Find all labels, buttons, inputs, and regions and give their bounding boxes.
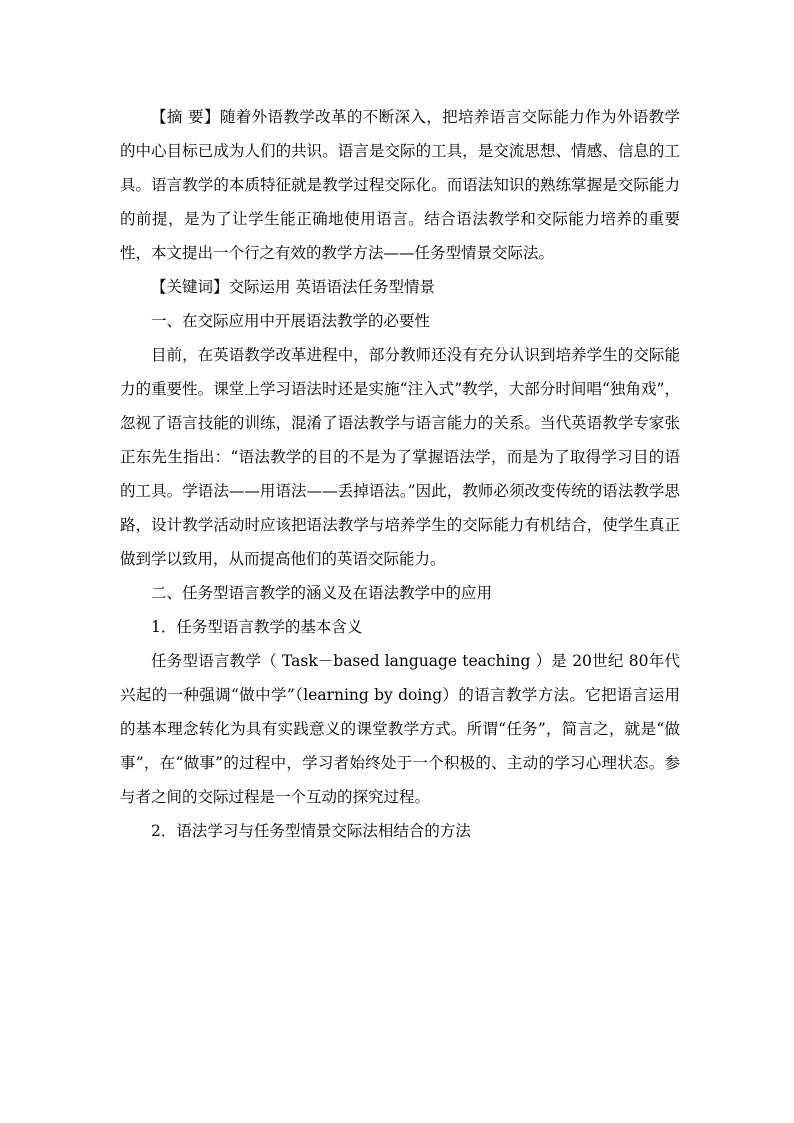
section-heading: 二、任务型语言教学的涵义及在语法教学中的应用 <box>151 584 493 602</box>
abstract-text: 随着外语教学改革的不断深入，把培养语言交际能力作为外语教学的中心目标已成为人们的共识。语言是交际的工具，是交流思想、情感、信息的工具。语言教学的本质特征就是教学过程交际化。而语法知识的熟练掌握是交际能力的前提，是为了让学生能正确地使用语言。结合语法教学和交际能力培养的重要性，本文提出一个行之有效的教学方法——任务型情景交际法。 <box>120 108 680 262</box>
body-paragraph: 任务型语言教学（ Task－based language teaching ）是 20世纪 80年代兴起的一种强调“做中学”（learning by doing）的语言教学方法。它把语言运用的基本理念转化为具有实践意义的课堂教学方式。所谓“任务”，简言之，就是“做事”，在“做事”的过程中，学习者始终处于一个积极的、主动的学习心理状态。参与者之间的交际过程是一个互动的探究过程。 <box>120 652 680 806</box>
abstract-paragraph <box>120 100 680 270</box>
abstract-label: 【摘 要】 <box>151 108 220 126</box>
subsection-heading: 2．语法学习与任务型情景交际法相结合的方法 <box>151 822 471 840</box>
subsection-heading: 1．任务型语言教学的基本含义 <box>151 618 363 636</box>
section-heading: 一、在交际应用中开展语法教学的必要性 <box>151 312 431 330</box>
keywords-text: 交际运用 英语语法任务型情景 <box>228 278 435 296</box>
document-body <box>120 100 680 848</box>
keywords-paragraph <box>120 270 680 304</box>
body-paragraph: 目前，在英语教学改革进程中，部分教师还没有充分认识到培养学生的交际能力的重要性。课堂上学习语法时还是实施“注入式”教学，大部分时间唱“独角戏”，忽视了语言技能的训练，混淆了语法教学与语言能力的关系。当代英语教学专家张正东先生指出：“语法教学的目的不是为了掌握语法学，而是为了取得学习目的语的工具。学语法——用语法——丢掉语法。”因此，教师必须改变传统的语法教学思路，设计教学活动时应该把语法教学与培养学生的交际能力有机结合，使学生真正做到学以致用，从而提高他们的英语交际能力。 <box>120 346 680 568</box>
keywords-label: 【关键词】 <box>151 278 229 296</box>
